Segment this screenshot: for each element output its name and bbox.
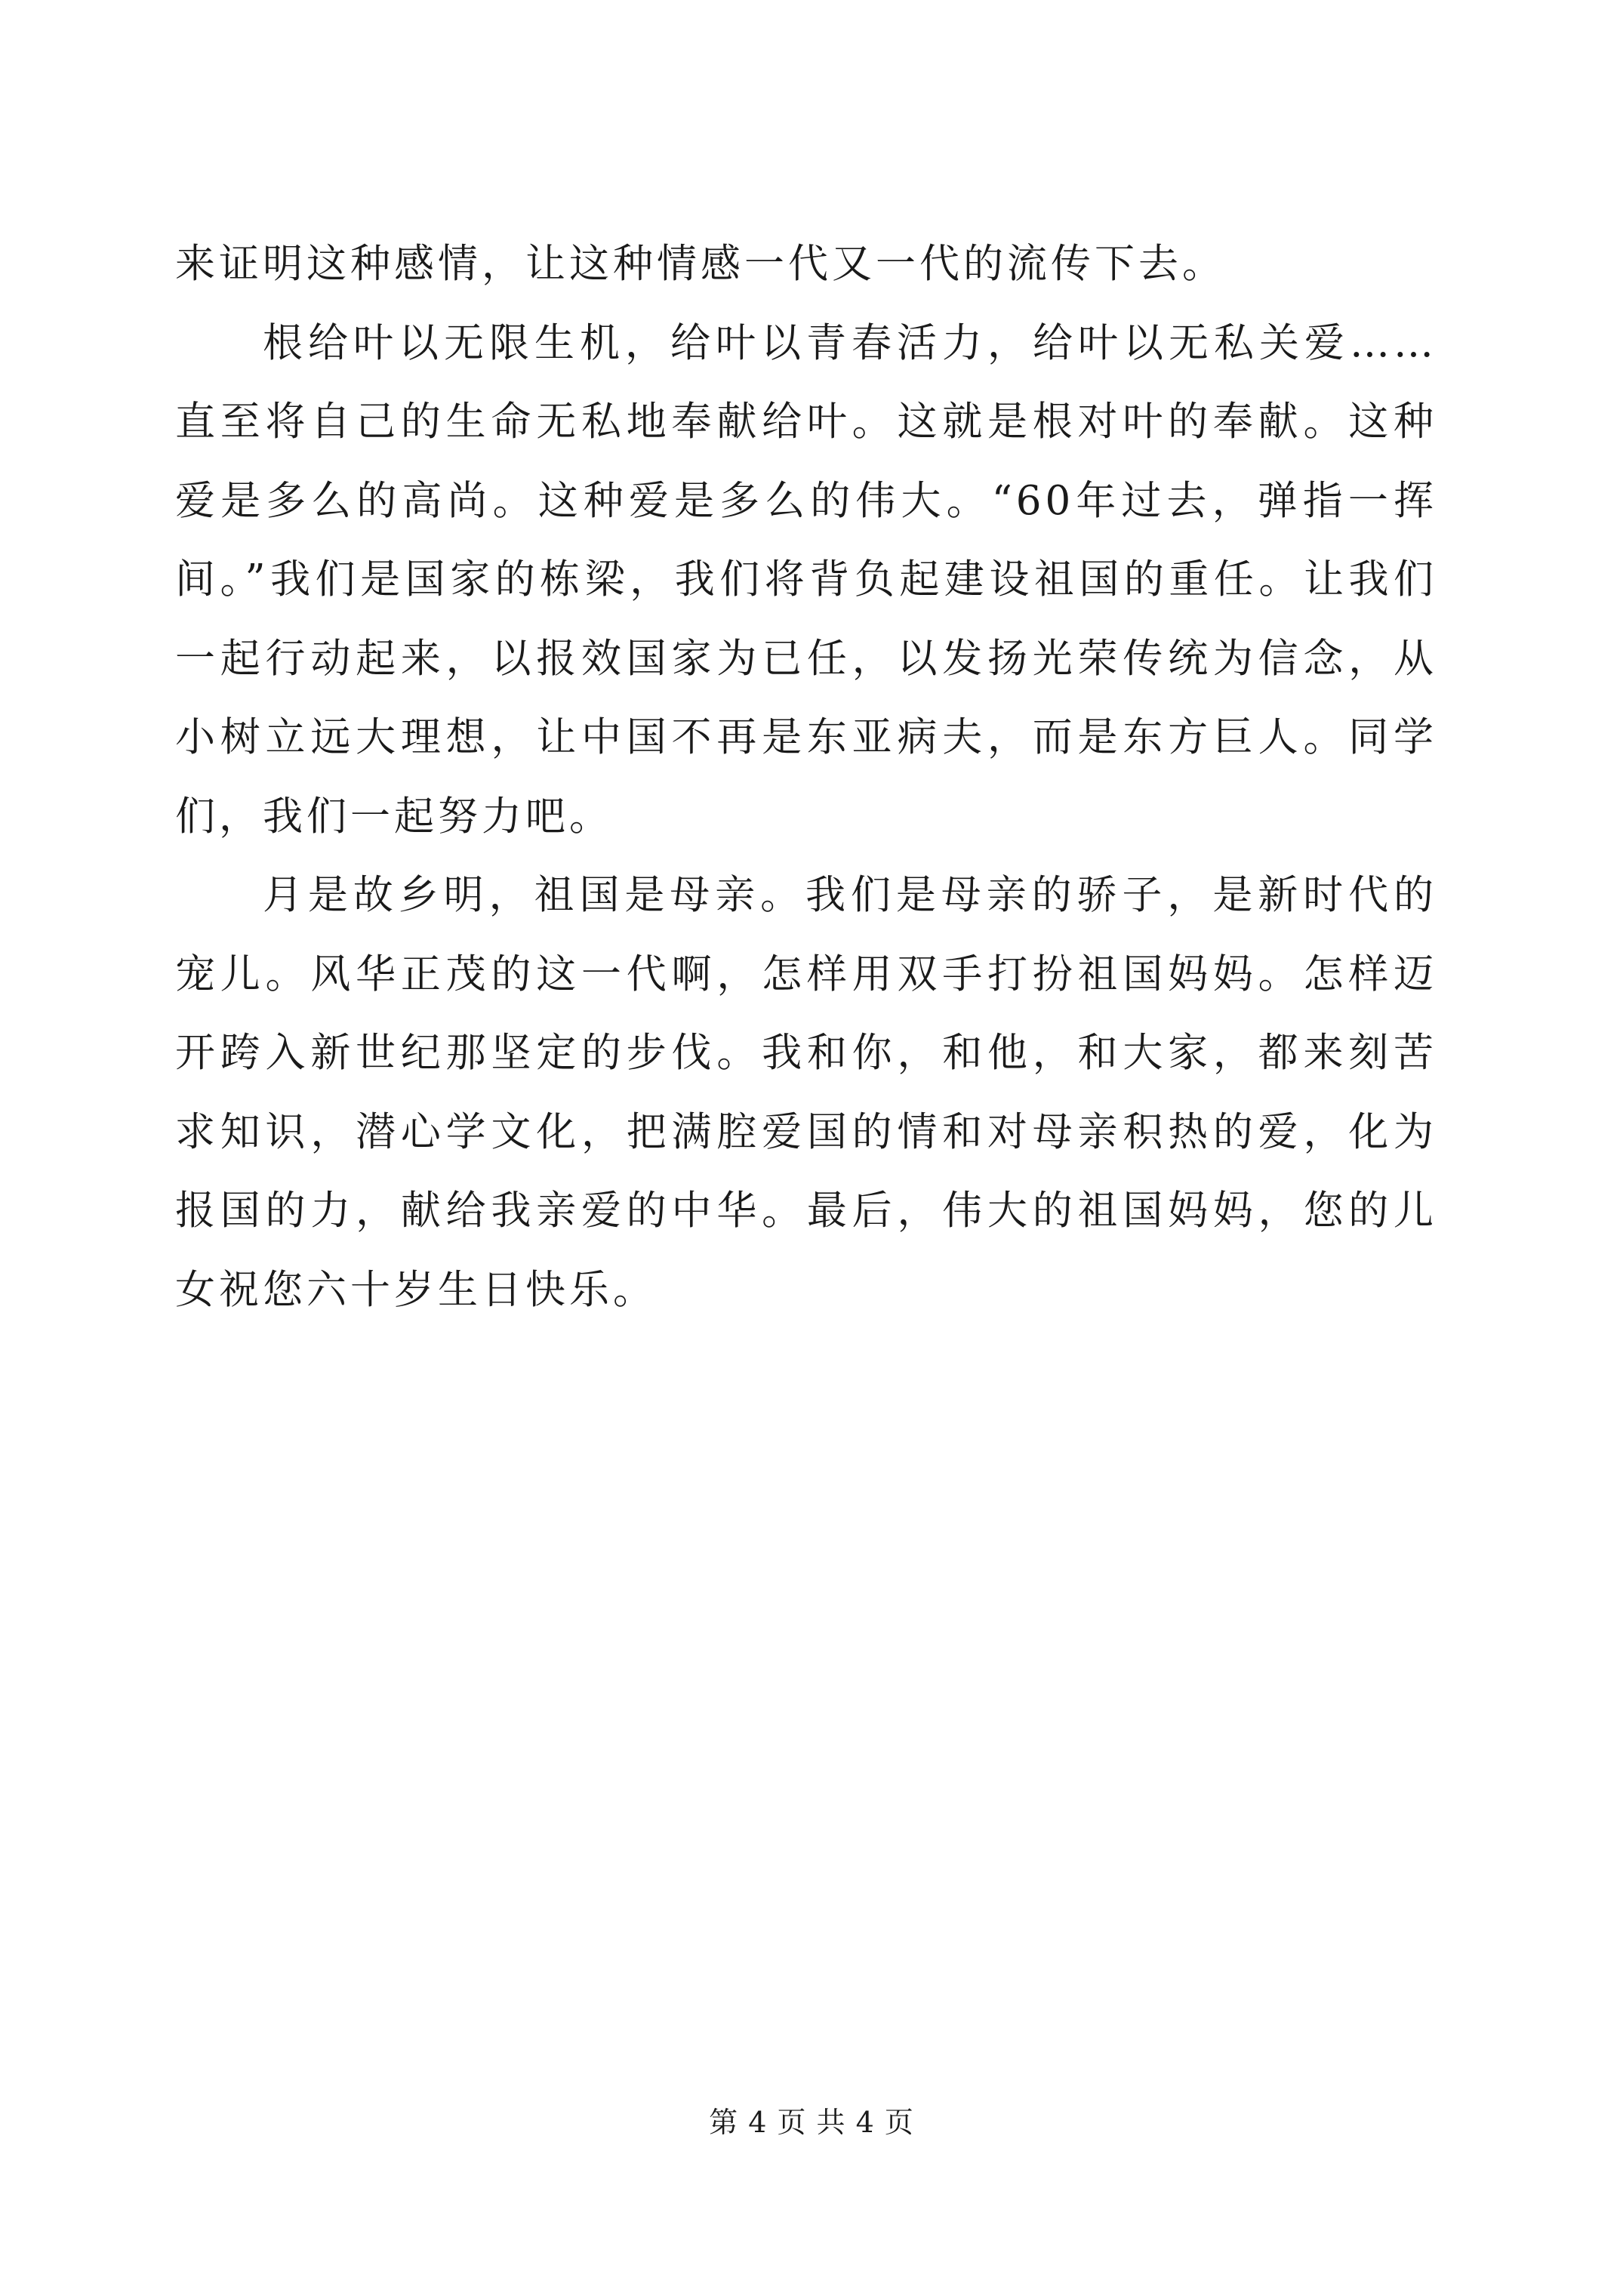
paragraph-3: 月是故乡明，祖国是母亲。我们是母亲的骄子，是新时代的宠儿。风华正茂的这一代啊，怎样用双手打扮祖国妈妈。怎样迈开跨入新世纪那坚定的步伐。我和你，和他，和大家，都来刻苦求知识，潜心学文化，把满腔爱国的情和对母亲积热的爱，化为报国的力，献给我亲爱的中华。最后，伟大的祖国妈妈，您的儿女祝您六十岁生日快乐。 (175, 872, 1437, 1313)
paragraph-2: 根给叶以无限生机，给叶以青春活力，给叶以无私关爱……直至将自己的生命无私地奉献给叶。这就是根对叶的奉献。这种爱是多么的高尚。这种爱是多么的伟大。“60年过去，弹指一挥间。”我们是国家的栋梁，我们将背负起建设祖国的重任。让我们一起行动起来，以报效国家为已任，以发扬光荣传统为信念，从小树立远大理想，让中国不再是东亚病夫，而是东方巨人。同学们，我们一起努力吧。 (175, 319, 1437, 840)
document-body (175, 225, 1437, 1330)
page-footer: 第 4 页 共 4 页 (709, 2106, 914, 2139)
paragraph-1: 来证明这种感情，让这种情感一代又一代的流传下去。 (175, 241, 1226, 287)
